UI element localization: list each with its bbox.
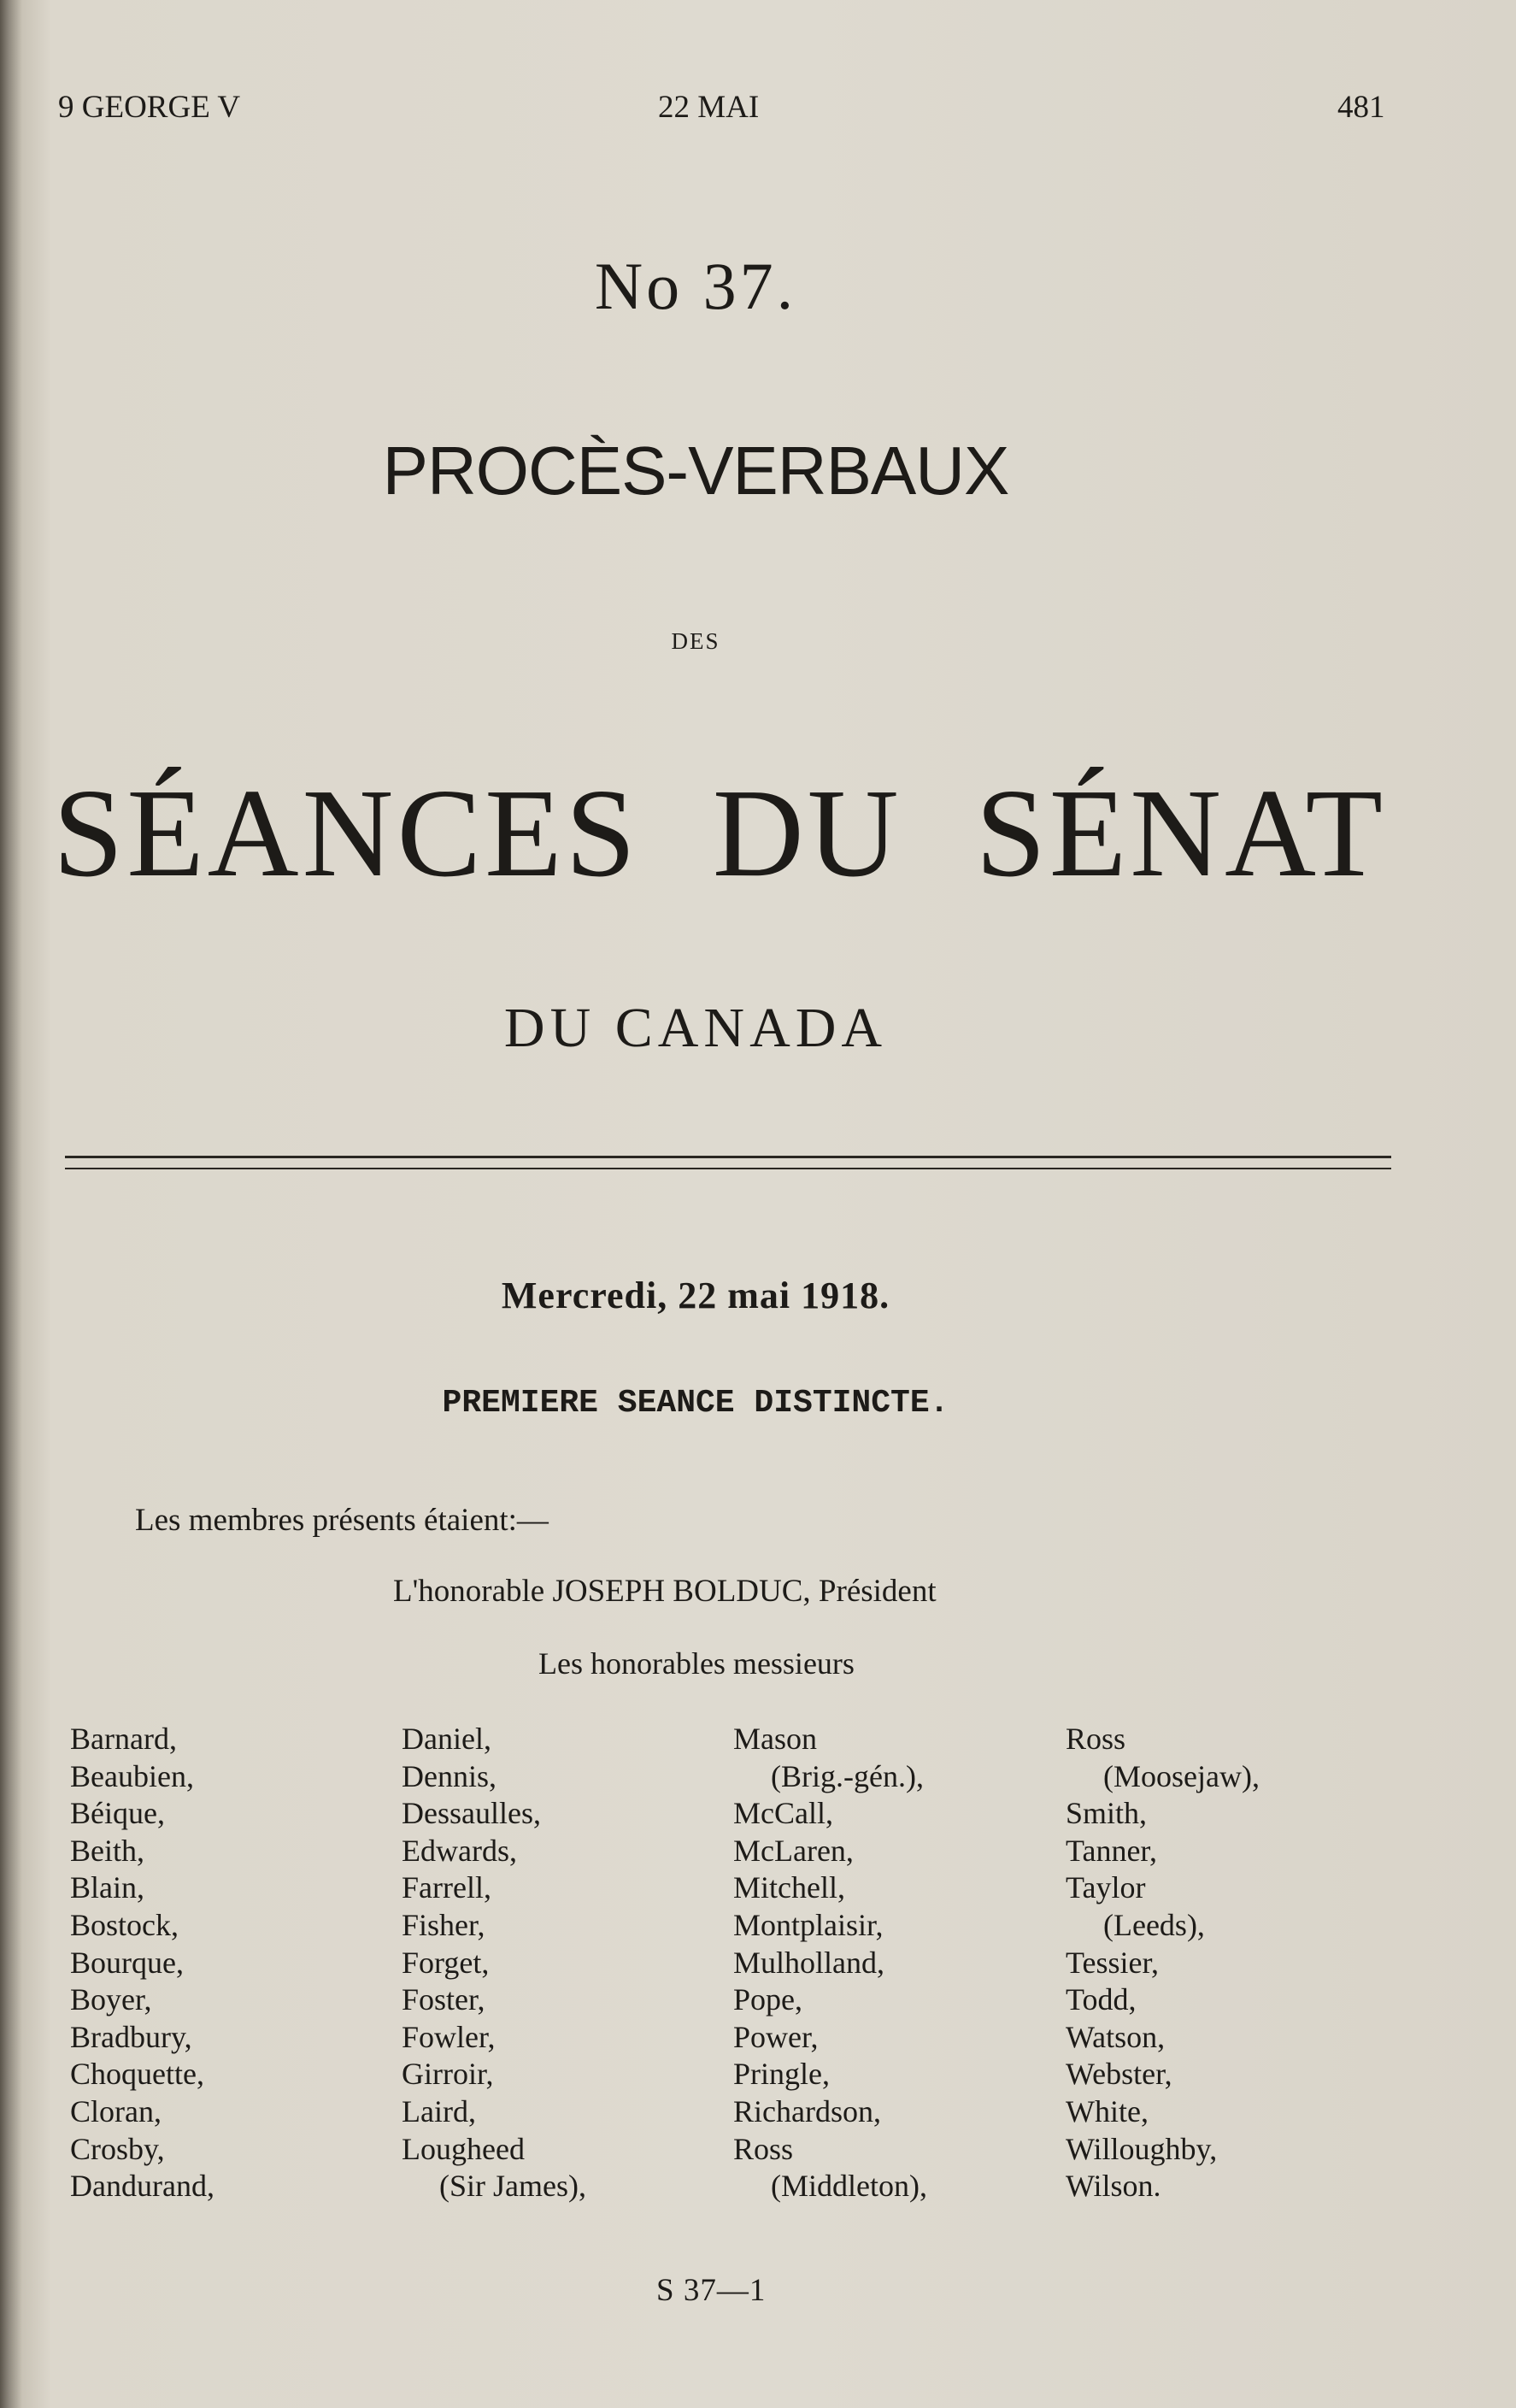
senator-name: (Middleton), <box>771 2169 927 2204</box>
header-regnal-year: 9 GEORGE V <box>58 90 241 125</box>
senator-name: Béique, <box>70 1796 165 1831</box>
senators-column-2 <box>402 1721 586 2205</box>
senator-name: Daniel, <box>402 1722 491 1756</box>
senator-name: Forget, <box>402 1945 490 1980</box>
senator-name: Tanner, <box>1066 1833 1157 1868</box>
members-present-intro: Les membres présents étaient:— <box>135 1503 549 1538</box>
senators-column-3 <box>733 1721 927 2205</box>
senator-name: Cloran, <box>70 2093 162 2128</box>
senator-name: Power, <box>733 2019 819 2054</box>
senator-name: Watson, <box>1066 2019 1166 2054</box>
title-proces-verbaux: PROCÈS-VERBAUX <box>382 433 1009 509</box>
senator-name: Pringle, <box>733 2057 830 2092</box>
senator-name: Beaubien, <box>70 1758 194 1793</box>
senator-name: Todd, <box>1066 1982 1137 2017</box>
senator-name: Mason <box>733 1722 817 1756</box>
double-rule-bottom <box>65 1168 1391 1169</box>
senator-name: Montplaisir, <box>733 1907 884 1942</box>
senator-name: Boyer, <box>70 1982 152 2017</box>
senator-name: (Leeds), <box>1103 1907 1205 1942</box>
senator-name: Tessier, <box>1066 1945 1160 1980</box>
senator-name: Ross <box>1066 1722 1126 1756</box>
senator-name: Choquette, <box>70 2057 204 2092</box>
senator-name: (Sir James), <box>439 2169 586 2204</box>
senator-name: Blain, <box>70 1870 144 1905</box>
senator-name: Laird, <box>402 2093 476 2128</box>
senator-name: Dandurand, <box>70 2169 214 2204</box>
senator-name: McLaren, <box>733 1833 854 1868</box>
title-seances-du-senat: SÉANCES DU SÉNAT <box>53 763 1386 904</box>
senator-name: Barnard, <box>70 1722 177 1756</box>
senator-name: (Moosejaw), <box>1103 1758 1260 1793</box>
senator-name: Edwards, <box>402 1833 517 1868</box>
senator-name: Dennis, <box>402 1758 497 1793</box>
senator-name: Ross <box>733 2131 794 2166</box>
senator-name: Bourque, <box>70 1945 184 1980</box>
title-des: DES <box>671 628 720 654</box>
senator-name: Fowler, <box>402 2019 496 2054</box>
senator-name: Mulholland, <box>733 1945 884 1980</box>
title-du-canada: DU CANADA <box>503 997 888 1059</box>
senator-name: Girroir, <box>402 2057 494 2092</box>
senator-name: McCall, <box>733 1796 833 1831</box>
senator-name: White, <box>1066 2093 1149 2128</box>
senator-name: Richardson, <box>733 2093 881 2128</box>
senator-name: Farrell, <box>402 1870 491 1905</box>
senator-name: Pope, <box>733 1982 802 2017</box>
header-page-number: 481 <box>1337 90 1385 125</box>
running-header <box>0 89 1516 132</box>
senator-name: Foster, <box>402 1982 485 2017</box>
signature-mark: S 37—1 <box>656 2273 767 2308</box>
sitting-date: Mercredi, 22 mai 1918. <box>501 1275 890 1316</box>
senator-name: Bostock, <box>70 1907 179 1942</box>
senator-name: Lougheed <box>402 2131 525 2166</box>
issue-number: No 37. <box>594 249 797 323</box>
senator-name: Beith, <box>70 1833 144 1868</box>
senator-name: Bradbury, <box>70 2019 192 2054</box>
senator-name: Crosby, <box>70 2131 165 2166</box>
senator-name: Fisher, <box>402 1907 485 1942</box>
senator-name: Taylor <box>1066 1870 1146 1905</box>
senators-column-1 <box>70 1721 214 2205</box>
senators-column-4 <box>1066 1721 1260 2205</box>
senator-name: (Brig.-gén.), <box>771 1758 924 1793</box>
senator-name: Webster, <box>1066 2057 1172 2092</box>
sitting-title: PREMIERE SEANCE DISTINCTE. <box>442 1385 949 1422</box>
president-line: L'honorable JOSEPH BOLDUC, Président <box>393 1574 937 1609</box>
senator-name: Willoughby, <box>1066 2131 1218 2166</box>
honorables-heading: Les honorables messieurs <box>538 1646 855 1681</box>
senator-name: Mitchell, <box>733 1870 845 1905</box>
senator-name: Dessaulles, <box>402 1796 541 1831</box>
senator-name: Smith, <box>1066 1796 1148 1831</box>
double-rule-top <box>65 1156 1391 1158</box>
header-date: 22 MAI <box>658 90 760 125</box>
senator-name: Wilson. <box>1066 2169 1161 2204</box>
